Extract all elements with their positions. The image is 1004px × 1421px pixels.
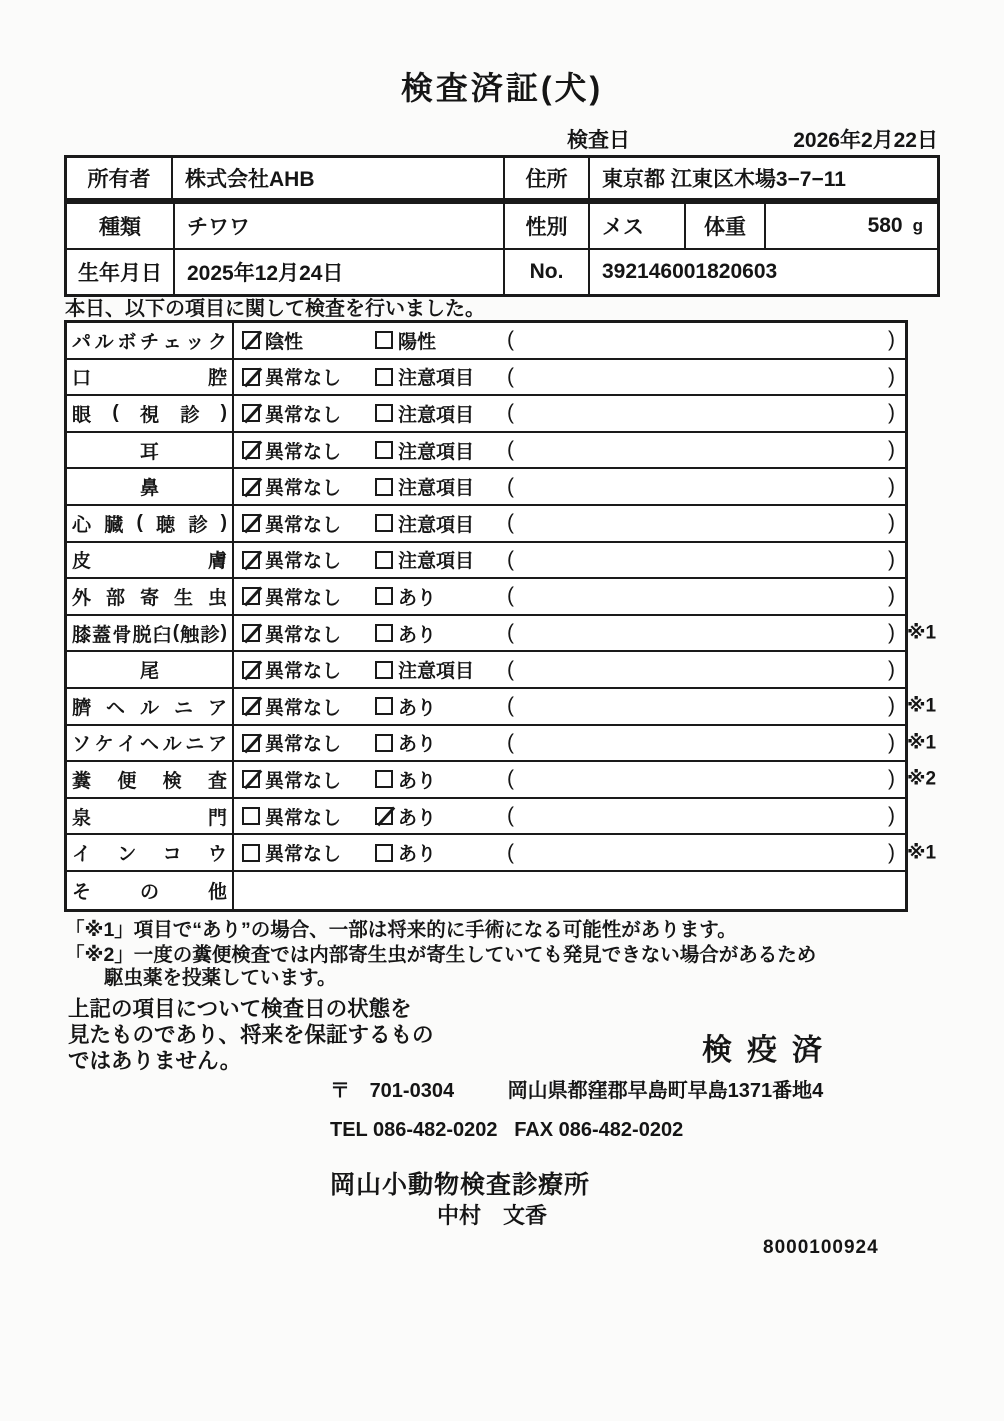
- paren-close: ): [888, 694, 895, 718]
- clinic-tel-fax: TEL 086-482-0202 FAX 086-482-0202: [330, 1119, 684, 1141]
- exam-row-eyes: [67, 396, 905, 433]
- exam-option-1-label: 異常なし: [265, 697, 342, 719]
- exam-option-2-label: 注意項目: [398, 368, 475, 390]
- birthdate-value: 2025年12月24日: [175, 250, 505, 294]
- exam-row-fontanelle: [67, 799, 905, 836]
- checkbox-present: [375, 697, 393, 715]
- exam-option-1-label: 異常なし: [265, 734, 342, 756]
- exam-option-2-label: 注意項目: [398, 551, 475, 573]
- intro-sentence: 本日、以下の項目に関して検査を行いました。: [65, 298, 485, 320]
- exam-row-content: [234, 360, 905, 395]
- exam-option-2-label: 注意項目: [398, 441, 475, 463]
- paren-close: ): [888, 438, 895, 462]
- checkbox-normal: [242, 441, 260, 459]
- checkbox-present: [375, 807, 393, 825]
- paren-open: (: [507, 767, 514, 791]
- inspection-date-value: 2026年2月22日: [793, 129, 938, 152]
- exam-option-1-label: 異常なし: [265, 770, 342, 792]
- exam-option-1: [242, 656, 375, 683]
- remarks-field: [507, 731, 905, 755]
- footnote-ref: ※1: [907, 695, 937, 717]
- breed-label: 種類: [67, 204, 175, 248]
- exam-option-1: [242, 473, 375, 500]
- remarks-field: [507, 548, 905, 572]
- exam-row-content: [234, 652, 905, 687]
- remarks-field: [507, 328, 905, 352]
- remarks-field: [507, 365, 905, 389]
- exam-row-tail: [67, 652, 905, 689]
- exam-item-label: 口 腔: [67, 360, 234, 395]
- disclaimer-line-2: 見たものであり、将来を保証するもの: [68, 1023, 434, 1047]
- exam-option-1: [242, 327, 375, 354]
- exam-item-label: 鼻: [67, 469, 234, 504]
- weight-label: 体重: [686, 204, 766, 248]
- checkbox-caution: [375, 661, 393, 679]
- exam-option-2: [375, 766, 507, 793]
- remarks-field: [507, 401, 905, 425]
- exam-row-umbilical-hernia: [67, 689, 937, 726]
- remarks-field: [507, 804, 905, 828]
- inspection-date-label: 検査日: [567, 129, 630, 152]
- footnote-2-continued: 駆虫薬を投薬しています。: [104, 967, 337, 989]
- exam-option-2: [375, 363, 507, 390]
- paren-close: ): [888, 328, 895, 352]
- exam-option-2-label: あり: [398, 697, 437, 719]
- checkbox-negative: [242, 331, 260, 349]
- exam-item-label: 眼 ( 視 診 ): [67, 396, 234, 431]
- paren-close: ): [888, 840, 895, 864]
- paren-close: ): [888, 767, 895, 791]
- paren-close: ): [888, 657, 895, 681]
- paren-open: (: [507, 657, 514, 681]
- exam-row-content: [234, 469, 905, 504]
- owner-label: 所有者: [67, 158, 173, 198]
- checkbox-normal: [242, 478, 260, 496]
- exam-row-content: [234, 835, 905, 870]
- exam-option-1: [242, 363, 375, 390]
- exam-row-content: [234, 616, 905, 651]
- no-label: No.: [505, 250, 590, 294]
- exam-option-2-label: 注意項目: [398, 404, 475, 426]
- exam-option-1-label: 異常なし: [265, 661, 342, 683]
- exam-option-2: [375, 729, 507, 756]
- exam-row-content-empty: [234, 872, 905, 909]
- checkbox-positive: [375, 331, 393, 349]
- remarks-field: [507, 511, 905, 535]
- exam-option-1: [242, 693, 375, 720]
- checkbox-present: [375, 587, 393, 605]
- checkbox-present: [375, 844, 393, 862]
- remarks-field: [507, 767, 905, 791]
- paren-open: (: [507, 584, 514, 608]
- weight-cell: [766, 204, 937, 248]
- exam-row-external-parasites: [67, 579, 905, 616]
- paren-close: ): [888, 364, 895, 388]
- checkbox-caution: [375, 368, 393, 386]
- footnote-1: 「※1」項目で“あり”の場合、一部は将来的に手術になる可能性があります。: [65, 919, 737, 941]
- exam-option-1-label: 異常なし: [265, 441, 342, 463]
- paren-open: (: [507, 804, 514, 828]
- paren-close: ): [888, 401, 895, 425]
- paren-close: ): [888, 474, 895, 498]
- paren-open: (: [507, 438, 514, 462]
- checkbox-present: [375, 624, 393, 642]
- exam-option-2: [375, 400, 507, 427]
- exam-row-content: [234, 799, 905, 834]
- checkbox-normal: [242, 807, 260, 825]
- footnote-2: 「※2」一度の糞便検査では内部寄生虫が寄生していても発見できない場合があるため: [65, 944, 817, 966]
- clinic-name: 岡山小動物検査診療所: [330, 1171, 591, 1199]
- exam-option-2: [375, 510, 507, 537]
- exam-option-2: [375, 620, 507, 647]
- postal-code: 701-0304: [369, 1080, 455, 1102]
- exam-option-1: [242, 437, 375, 464]
- exam-option-1: [242, 510, 375, 537]
- checkbox-caution: [375, 478, 393, 496]
- remarks-field: [507, 621, 905, 645]
- exam-option-2: [375, 803, 507, 830]
- footnote-ref: ※1: [907, 732, 937, 754]
- exam-row-other: [67, 872, 905, 909]
- exam-item-label: 膝 蓋 骨 脱 臼 ( 触 診 ): [67, 616, 234, 651]
- exam-option-1-label: 異常なし: [265, 807, 342, 829]
- paren-close: ): [888, 621, 895, 645]
- document-number: 8000100924: [763, 1237, 879, 1258]
- checkbox-normal: [242, 368, 260, 386]
- checkbox-caution: [375, 551, 393, 569]
- exam-option-1: [242, 803, 375, 830]
- sex-label: 性別: [505, 204, 590, 248]
- exam-option-1: [242, 400, 375, 427]
- weight-unit: g: [912, 216, 923, 235]
- exam-row-skin: [67, 543, 905, 580]
- disclaimer-line-3: ではありません。: [68, 1049, 242, 1073]
- remarks-field: [507, 658, 905, 682]
- exam-option-1-label: 異常なし: [265, 624, 342, 646]
- exam-item-label: 糞 便 検 査: [67, 762, 234, 797]
- exam-option-1: [242, 546, 375, 573]
- exam-option-1: [242, 729, 375, 756]
- exam-row-parvo: [67, 323, 905, 360]
- checkbox-normal: [242, 844, 260, 862]
- checkbox-caution: [375, 514, 393, 532]
- exam-row-inguinal-hernia: [67, 726, 937, 763]
- owner-table: [64, 155, 940, 201]
- footnote-ref: ※1: [907, 842, 937, 864]
- remarks-field: [507, 584, 905, 608]
- exam-option-1-label: 異常なし: [265, 587, 342, 609]
- exam-item-label: 心 臓 ( 聴 診 ): [67, 506, 234, 541]
- exam-row-content: [234, 579, 905, 614]
- exam-row-fecal-exam: [67, 762, 937, 799]
- weight-value: 580: [867, 214, 903, 237]
- checkbox-normal: [242, 587, 260, 605]
- checkbox-normal: [242, 734, 260, 752]
- exam-row-ears: [67, 433, 905, 470]
- address-label: 住所: [505, 158, 590, 198]
- breed-row: [67, 204, 937, 250]
- exam-option-2-label: あり: [398, 587, 437, 609]
- remarks-field: [507, 841, 905, 865]
- disclaimer-line-1: 上記の項目について検査日の状態を: [68, 997, 412, 1021]
- paren-close: ): [888, 511, 895, 535]
- paren-open: (: [507, 547, 514, 571]
- exam-option-2-label: あり: [398, 844, 437, 866]
- remarks-field: [507, 694, 905, 718]
- page-title: 検査済証(犬): [400, 70, 604, 106]
- paren-close: ): [888, 804, 895, 828]
- exam-option-2-label: あり: [398, 734, 437, 756]
- exam-option-1-label: 陰性: [265, 331, 304, 353]
- exam-row-content: [234, 543, 905, 578]
- exam-row-heart: [67, 506, 905, 543]
- exam-option-1-label: 異常なし: [265, 514, 342, 536]
- checkbox-normal: [242, 770, 260, 788]
- exam-row-content: [234, 506, 905, 541]
- exam-option-1-label: 異常なし: [265, 404, 342, 426]
- exam-row-content: [234, 323, 905, 358]
- exam-option-1: [242, 583, 375, 610]
- exam-option-2-label: あり: [398, 770, 437, 792]
- checkbox-normal: [242, 624, 260, 642]
- no-value: 392146001820603: [602, 260, 778, 283]
- exam-option-1-label: 異常なし: [265, 844, 342, 866]
- exam-row-nose: [67, 469, 905, 506]
- birth-row: [67, 250, 937, 294]
- breed-value: チワワ: [175, 204, 505, 248]
- paren-open: (: [507, 840, 514, 864]
- exam-row-mouth: [67, 360, 905, 397]
- paren-close: ): [888, 547, 895, 571]
- exam-row-patella: [67, 616, 937, 653]
- animal-info-table: [64, 201, 940, 297]
- checkbox-caution: [375, 441, 393, 459]
- paren-open: (: [507, 364, 514, 388]
- exam-row-content: [234, 433, 905, 468]
- footnote-ref: ※2: [907, 768, 937, 790]
- checkbox-normal: [242, 514, 260, 532]
- veterinarian-name: 中村 文香: [437, 1203, 548, 1228]
- exam-option-2-label: あり: [398, 807, 437, 829]
- exam-option-1-label: 異常なし: [265, 551, 342, 573]
- exam-item-label: 皮 膚: [67, 543, 234, 578]
- exam-table: [64, 320, 937, 912]
- paren-open: (: [507, 621, 514, 645]
- remarks-field: [507, 438, 905, 462]
- exam-option-2: [375, 473, 507, 500]
- paren-open: (: [507, 328, 514, 352]
- checkbox-caution: [375, 404, 393, 422]
- exam-item-label: ソ ケ イ ヘ ル ニ ア: [67, 726, 234, 761]
- exam-option-1-label: 異常なし: [265, 478, 342, 500]
- birthdate-label: 生年月日: [67, 250, 175, 294]
- paren-close: ): [888, 730, 895, 754]
- disclaimer: [68, 996, 434, 1074]
- checkbox-normal: [242, 551, 260, 569]
- exam-option-1: [242, 839, 375, 866]
- exam-item-label: 泉 門: [67, 799, 234, 834]
- postal-mark: 〒: [330, 1080, 350, 1102]
- exam-option-2-label: あり: [398, 624, 437, 646]
- paren-open: (: [507, 511, 514, 535]
- paren-open: (: [507, 474, 514, 498]
- checkbox-present: [375, 770, 393, 788]
- exam-item-label: イ ン コ ウ: [67, 835, 234, 870]
- exam-option-2: [375, 583, 507, 610]
- clinic-address: 岡山県都窪郡早島町早島1371番地4: [507, 1080, 824, 1102]
- footnote-ref: ※1: [907, 622, 937, 644]
- exam-item-label: パ ル ボ チ ェ ッ ク: [67, 323, 234, 358]
- sex-value: メス: [590, 204, 686, 248]
- exam-option-2-label: 注意項目: [398, 478, 475, 500]
- exam-option-1: [242, 766, 375, 793]
- exam-item-label: 耳: [67, 433, 234, 468]
- exam-row-content: [234, 396, 905, 431]
- checkbox-normal: [242, 404, 260, 422]
- exam-option-2-label: 注意項目: [398, 514, 475, 536]
- owner-row: [67, 158, 937, 198]
- exam-row-inkou: [67, 835, 937, 872]
- checkbox-normal: [242, 697, 260, 715]
- paren-close: ): [888, 584, 895, 608]
- exam-item-label: 外 部 寄 生 虫: [67, 579, 234, 614]
- exam-item-label: 臍 ヘ ル ニ ア: [67, 689, 234, 724]
- exam-item-label: そ の 他: [67, 872, 234, 909]
- paren-open: (: [507, 401, 514, 425]
- paren-open: (: [507, 730, 514, 754]
- checkbox-present: [375, 734, 393, 752]
- clinic-postal-line: [330, 1074, 823, 1103]
- exam-option-1: [242, 620, 375, 647]
- exam-option-1-label: 異常なし: [265, 368, 342, 390]
- exam-item-label: 尾: [67, 652, 234, 687]
- exam-row-content: [234, 689, 905, 724]
- exam-option-2-label: 陽性: [398, 331, 437, 353]
- paren-open: (: [507, 694, 514, 718]
- exam-row-content: [234, 726, 905, 761]
- exam-option-2: [375, 437, 507, 464]
- quarantine-stamp: 検疫済: [702, 1034, 837, 1067]
- exam-option-2: [375, 693, 507, 720]
- exam-option-2: [375, 839, 507, 866]
- address-value: 東京都 江東区木場3−7−11: [602, 168, 846, 191]
- exam-row-content: [234, 762, 905, 797]
- remarks-field: [507, 475, 905, 499]
- exam-option-2: [375, 546, 507, 573]
- exam-option-2: [375, 656, 507, 683]
- exam-option-2-label: 注意項目: [398, 661, 475, 683]
- checkbox-normal: [242, 661, 260, 679]
- exam-option-2: [375, 327, 507, 354]
- owner-value: 株式会社AHB: [173, 158, 505, 198]
